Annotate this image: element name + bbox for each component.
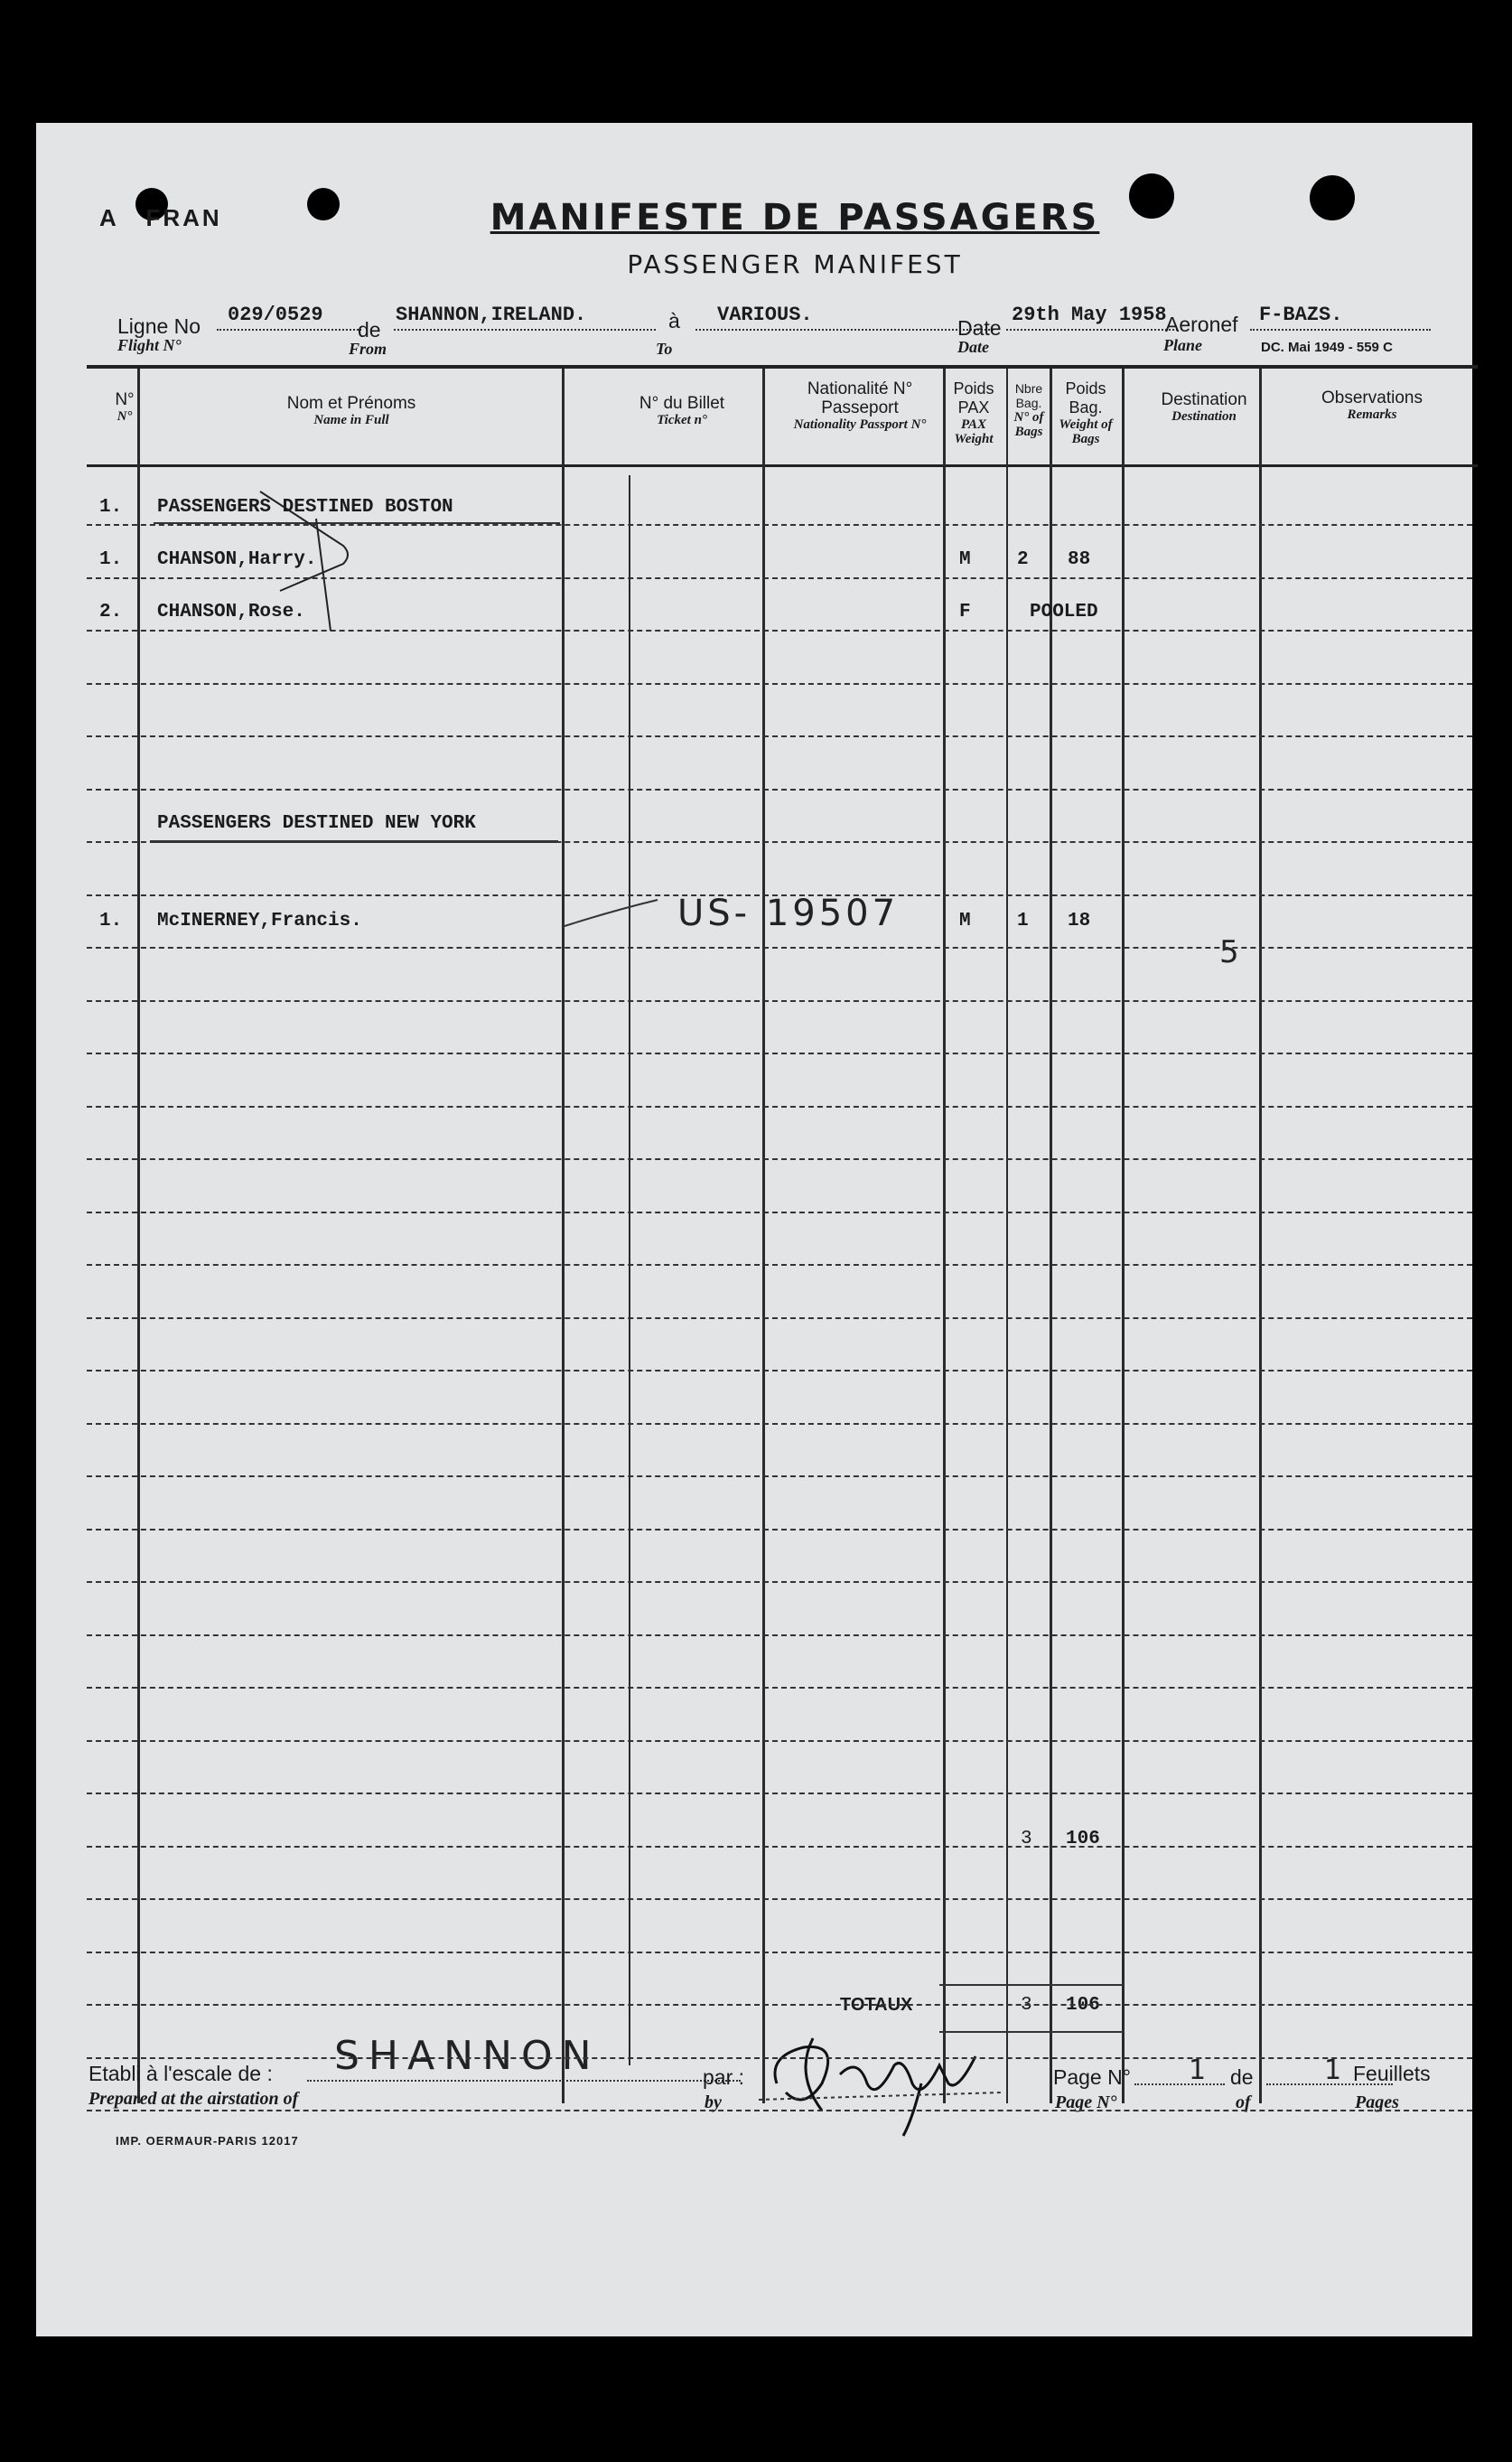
subtotal-bags: 3 [1021,1829,1032,1849]
table-header-rule [87,464,1478,467]
page-label-en: Page N° [1055,2092,1117,2112]
row-line [87,1053,1472,1054]
row-line [87,1687,1472,1689]
plane-value: F-BAZS. [1259,304,1343,326]
flight-number: 029/0529 [228,304,323,326]
totals-label: TOTAUX [840,1995,913,2015]
row-pax-weight: M [959,911,971,931]
row-passport: US- 19507 [677,893,900,934]
row-line [87,1581,1472,1583]
row-line [87,1000,1472,1002]
signature [759,2002,1012,2138]
by-label: par : [703,2065,745,2089]
row-line [87,2110,1472,2111]
col-divider [562,369,565,2103]
date-value: 29th May 1958 [1012,304,1167,326]
printer-imprint: IMP. OERMAUR-PARIS 12017 [116,2134,299,2148]
row-line [87,2004,1472,2006]
totals-weight: 106 [1066,1995,1100,2016]
row-number: 2. [99,602,123,623]
col-header-weight: Poids Bag. Weight of Bags [1059,379,1113,446]
row-bags: 2 [1017,549,1029,570]
page-label: Page N° [1053,2065,1131,2089]
col-header-bags: Nbre Bag. N° of Bags [1013,381,1044,439]
to-value: VARIOUS. [717,304,813,326]
form-code: DC. Mai 1949 - 559 C [1261,340,1393,355]
row-line [87,947,1472,949]
flight-label: Ligne No [117,314,201,338]
row-pax-weight: F [959,602,971,623]
col-divider [629,475,630,2065]
page-subtitle: PASSENGER MANIFEST [627,249,963,279]
col-divider [1050,369,1052,2103]
manifest-sheet [36,123,1472,2336]
row-line [87,1634,1472,1636]
ticket-dash-mark [558,893,667,938]
row-line [87,1740,1472,1742]
prepared-value: SHANNON [334,2033,601,2079]
row-name: CHANSON,Harry. [157,549,317,570]
flight-underline [217,329,361,331]
page-underline [1134,2083,1225,2085]
row-line [87,2057,1472,2059]
row-line [87,789,1472,791]
from-label: de [358,318,381,342]
of-label-en: of [1236,2092,1251,2112]
col-header-name: Nom et Prénoms Name in Full [286,394,416,427]
row-line [87,1106,1472,1108]
cross-out-mark [253,482,361,636]
pages-label: Feuillets [1353,2062,1431,2085]
section-heading: PASSENGERS DESTINED NEW YORK [157,813,476,834]
prepared-label-en: Prepared at the airstation of [89,2089,299,2109]
row-line [87,1793,1472,1794]
plane-underline [1250,329,1431,331]
row-number: 1. [99,549,123,570]
col-divider [1122,369,1125,2103]
date-label: Date [957,316,1002,340]
pages-label-en: Pages [1355,2092,1399,2112]
punch-hole [307,188,340,220]
row-line [87,894,1472,896]
from-label-en: From [349,340,387,358]
row-bag-weight: 18 [1068,911,1091,931]
to-underline [695,329,994,331]
col-header-pax: Poids PAX PAX Weight [953,379,994,446]
row-line [87,1846,1472,1848]
row-line [87,1158,1472,1160]
col-divider [1259,369,1262,2103]
col-header-observations: Observations Remarks [1321,388,1423,422]
row-line [87,630,1472,632]
punch-hole [1310,175,1355,220]
subtotal-weight: 106 [1066,1829,1100,1849]
prepared-label: Etabli à l'escale de : [89,2062,273,2085]
col-divider [1006,369,1008,2103]
page-number: 1 [1189,2055,1207,2086]
row-line [87,1529,1472,1531]
row-number: 1. [99,911,123,931]
row-bag-weight: POOLED [1030,602,1098,623]
row-line [87,1423,1472,1425]
row-pax-weight: M [959,549,971,570]
from-underline [394,329,656,331]
of-label: de [1230,2065,1254,2089]
annotation-mark: 5 [1219,934,1239,970]
row-bag-weight: 88 [1068,549,1091,570]
row-line [87,1898,1472,1900]
from-value: SHANNON,IRELAND. [396,304,587,326]
col-divider [762,369,765,2103]
col-divider [137,369,140,2103]
flight-label-en: Flight N° [117,336,182,354]
plane-label-en: Plane [1163,336,1202,354]
plane-label: Aeronef [1165,313,1238,336]
col-header-nationality: Nationalité N° Passeport Nationality Passport N° [793,379,927,432]
date-underline [1006,329,1178,331]
totals-bags: 3 [1021,1995,1032,2016]
row-name: PASSENGERS DESTINED BOSTON [157,497,453,518]
row-line [87,735,1472,737]
by-label-en: by [705,2092,722,2112]
row-number: 1. [99,497,123,518]
row-line [87,1370,1472,1371]
row-line [87,1952,1472,1953]
row-line [87,1264,1472,1266]
table-top-rule [87,365,1478,369]
row-line [87,1212,1472,1213]
col-header-ticket: N° du Billet Ticket n° [639,394,725,427]
date-label-en: Date [957,338,989,356]
to-label-en: To [656,340,673,358]
row-line [87,577,1472,579]
col-header-destination: Destination Destination [1161,390,1247,424]
page-title: MANIFESTE DE PASSAGERS [490,197,1100,239]
row-line [87,1317,1472,1319]
airline-name: A FRAN [99,204,222,231]
row-line [87,683,1472,685]
row-line [87,1475,1472,1477]
row-bags: 1 [1017,911,1029,931]
page-total: 1 [1324,2055,1342,2086]
row-line [87,841,1472,843]
col-divider [943,369,946,2103]
row-name: CHANSON,Rose. [157,602,305,623]
prepared-underline [307,2080,741,2082]
row-line [87,524,1472,526]
to-label: à [668,309,680,332]
col-header-no: N° N° [115,390,135,424]
row-name: McINERNEY,Francis. [157,911,362,931]
